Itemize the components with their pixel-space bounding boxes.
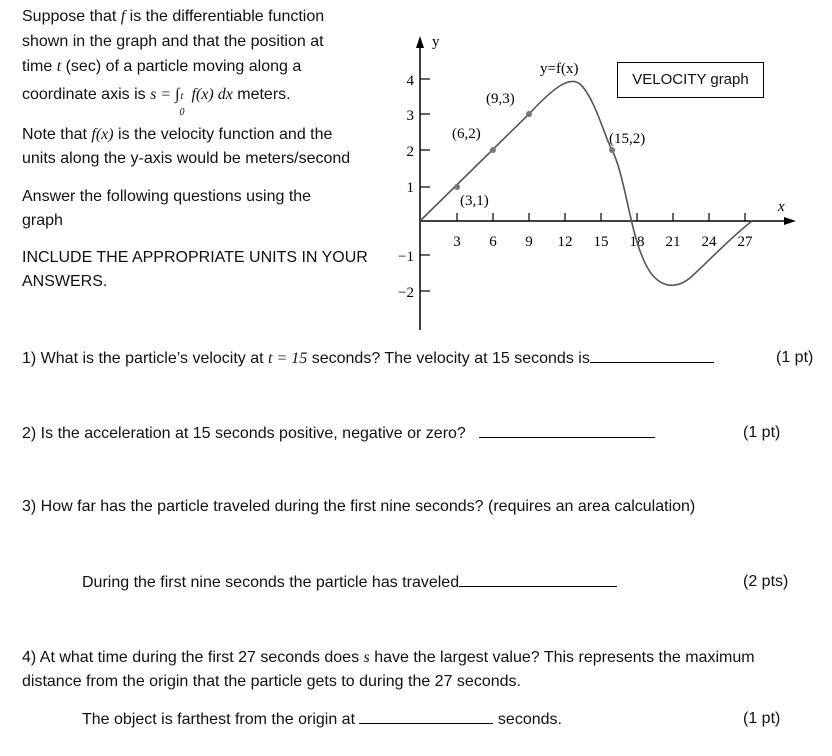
y-tick-label: 2 xyxy=(406,144,414,160)
question-3: 3) How far has the particle traveled during the first nine seconds? (requires an area calculation) xyxy=(22,498,696,515)
x-tick-label: 15 xyxy=(593,234,609,250)
point-label: (6,2) xyxy=(452,126,481,142)
velocity-curve xyxy=(420,81,752,285)
question-4-line-2: distance from the origin that the particle gets to during the 27 seconds. xyxy=(22,673,521,690)
x-axis-arrow xyxy=(784,217,796,225)
points-1: (1 pt) xyxy=(776,349,814,366)
x-tick-label: 3 xyxy=(453,234,461,250)
points-2: (1 pt) xyxy=(743,424,781,441)
x-tick-label: 12 xyxy=(557,234,573,250)
answer-instruction-2: graph xyxy=(22,212,63,229)
y-tick-label: 4 xyxy=(406,73,414,89)
units-instruction-2: ANSWERS. xyxy=(22,273,108,290)
velocity-graph-label: VELOCITY graph xyxy=(617,62,764,98)
point-15-2 xyxy=(609,147,615,153)
question-4-line-1: 4) At what time during the first 27 seconds does s have the largest value? This represents the maximum xyxy=(22,649,755,666)
units-instruction-1: INCLUDE THE APPROPRIATE UNITS IN YOUR xyxy=(22,249,368,266)
y-tick-label: −2 xyxy=(398,285,414,301)
point-6-2 xyxy=(490,147,496,153)
point-9-3 xyxy=(526,111,532,117)
intro-line-4: coordinate axis is s = ∫ t 0 f(x) dx meters. xyxy=(22,86,291,118)
y-tick-label: −1 xyxy=(398,249,414,265)
intro-line-1: Suppose that f is the differentiable function xyxy=(22,8,325,25)
answer-instruction-1: Answer the following questions using the xyxy=(22,188,312,205)
x-tick-label: 9 xyxy=(525,234,533,250)
question-2: 2) Is the acceleration at 15 seconds positive, negative or zero? xyxy=(22,421,655,446)
x-tick-label: 27 xyxy=(737,234,753,250)
y-axis-arrow xyxy=(416,36,424,48)
x-tick-label: 18 xyxy=(629,234,645,250)
question-3-answer: During the first nine seconds the particle has traveled xyxy=(82,570,617,595)
question-1: 1) What is the particle’s velocity at t = 15 seconds? The velocity at 15 seconds is xyxy=(22,346,714,371)
y-tick-label: 3 xyxy=(406,108,414,124)
x-tick-label: 21 xyxy=(665,234,681,250)
point-3-1 xyxy=(454,184,460,190)
point-label: (3,1) xyxy=(460,193,489,209)
answer-blank-2[interactable] xyxy=(479,421,655,438)
intro-line-3: time t (sec) of a particle moving along a xyxy=(22,58,302,75)
x-tick-label: 24 xyxy=(701,234,717,250)
question-4-answer: The object is farthest from the origin at seconds. xyxy=(82,707,562,732)
note-line-2: units along the y-axis would be meters/second xyxy=(22,150,351,167)
intro-line-2: shown in the graph and that the position at xyxy=(22,33,324,50)
points-3: (2 pts) xyxy=(743,573,789,590)
answer-blank-1[interactable] xyxy=(590,346,714,363)
answer-blank-4[interactable] xyxy=(359,707,493,724)
y-tick-label: 1 xyxy=(406,180,414,196)
y-axis-label: y xyxy=(432,34,440,50)
note-line-1: Note that f(x) is the velocity function and the xyxy=(22,126,333,143)
points-4: (1 pt) xyxy=(743,710,781,727)
answer-blank-3[interactable] xyxy=(459,570,617,587)
point-label: (15,2) xyxy=(609,131,646,147)
position-formula: s = ∫ t 0 f(x) dx xyxy=(150,86,233,118)
function-label: y=f(x) xyxy=(540,61,579,77)
point-label: (9,3) xyxy=(486,91,515,107)
x-axis-label: x xyxy=(778,199,785,215)
x-tick-label: 6 xyxy=(489,234,497,250)
